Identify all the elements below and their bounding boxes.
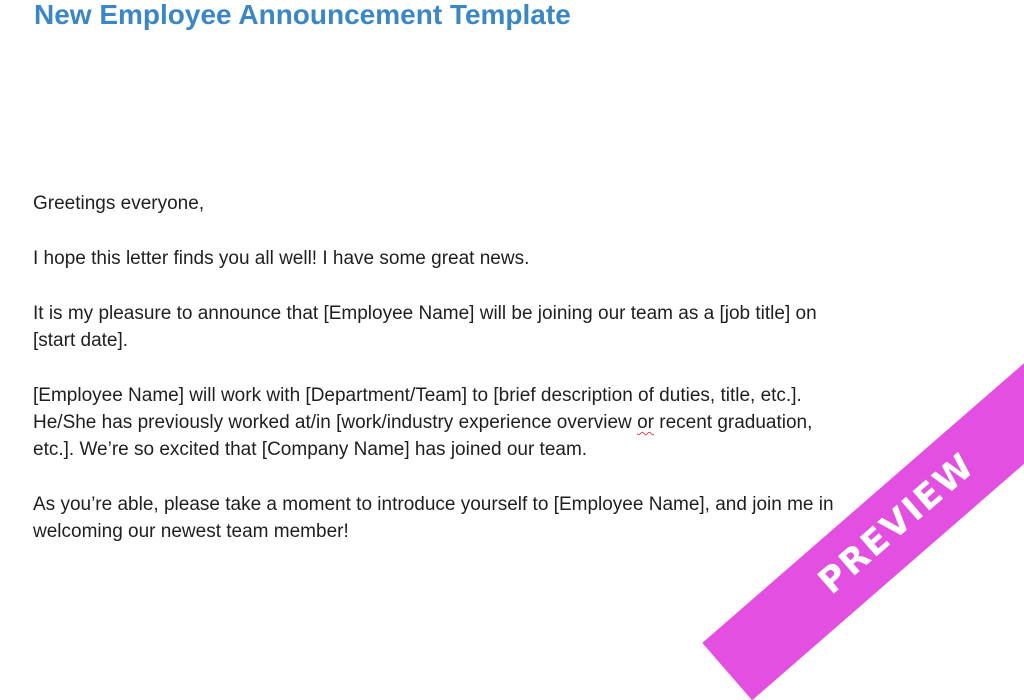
paragraph-intro: I hope this letter finds you all well! I have some great news. — [33, 248, 530, 269]
paragraph-duties — [33, 382, 933, 463]
announcement-line-1: It is my pleasure to announce that [Employee Name] will be joining our team as a [job title] on — [33, 303, 817, 324]
spellcheck-flagged-word: or — [637, 412, 654, 433]
closing-line-1: As you’re able, please take a moment to introduce yourself to [Employee Name], and join me in — [33, 494, 834, 515]
document-title: New Employee Announcement Template — [34, 0, 571, 30]
duties-line-1: [Employee Name] will work with [Department/Team] to [brief description of duties, title, etc.]. — [33, 385, 802, 406]
duties-line-2-start: He/She has previously worked at/in [work/industry experience overview — [33, 412, 638, 433]
duties-line-2 — [33, 409, 933, 436]
closing-line-2: welcoming our newest team member! — [33, 521, 349, 542]
paragraph-closing — [33, 491, 933, 545]
duties-line-2-end: recent graduation, — [653, 412, 813, 433]
paragraph-announcement — [33, 300, 933, 354]
letter-body — [33, 190, 933, 573]
duties-line-3: etc.]. We’re so excited that [Company Name] has joined our team. — [33, 439, 588, 460]
announcement-line-2: [start date]. — [33, 330, 129, 351]
preview-watermark-label: PREVIEW — [810, 445, 983, 603]
greeting-line: Greetings everyone, — [33, 193, 205, 214]
